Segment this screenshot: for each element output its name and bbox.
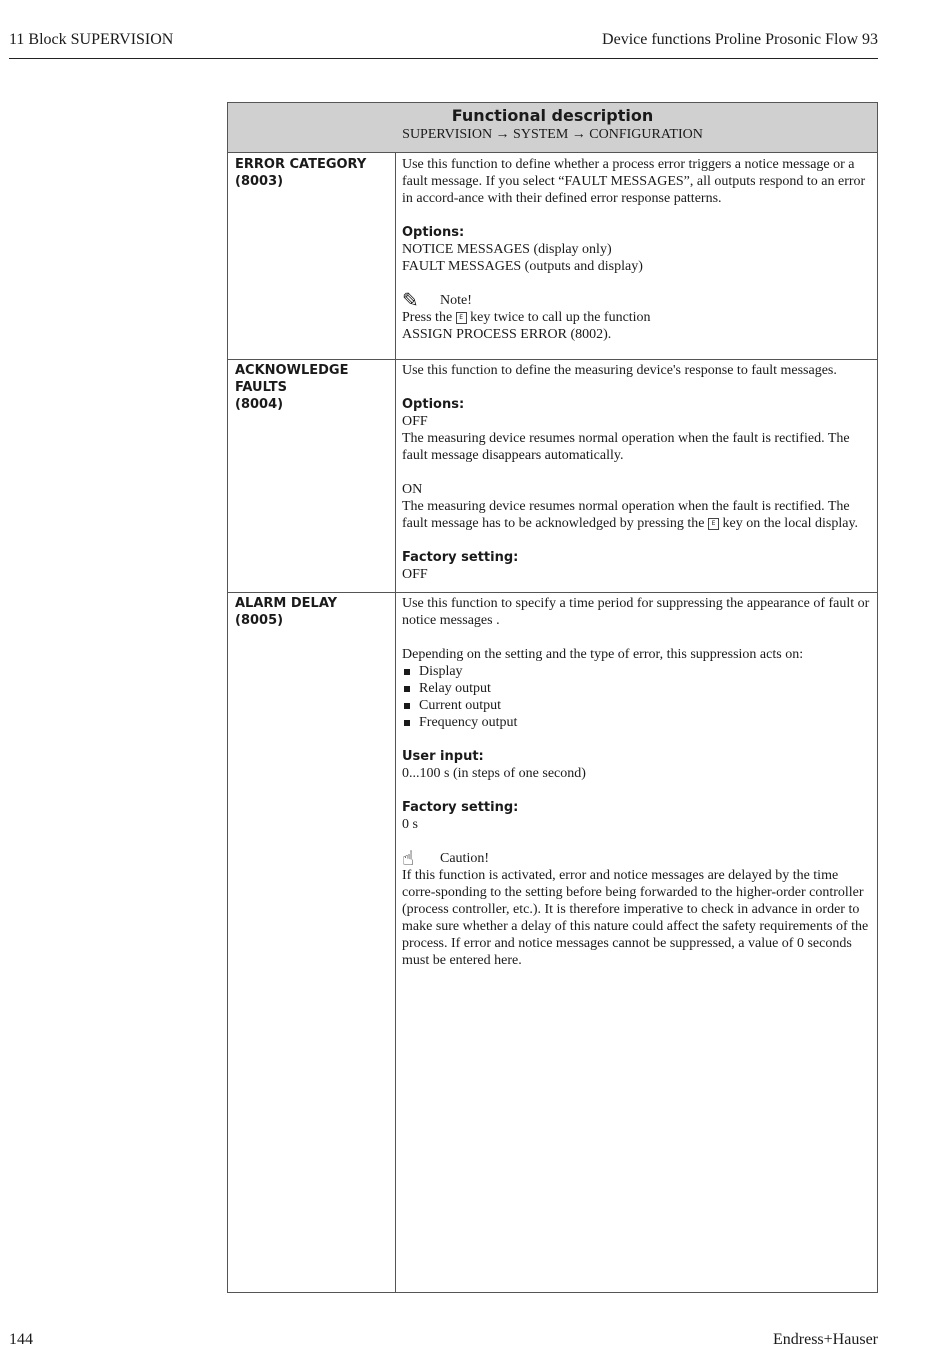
option-on-title: ON <box>402 482 423 497</box>
caution-heading <box>402 846 872 870</box>
label-line: (8005) <box>235 613 284 628</box>
brand-name: Endress+Hauser <box>773 1331 878 1348</box>
factory-setting-block <box>402 549 872 583</box>
option-on-block <box>402 481 872 532</box>
option-off-text: The measuring device resumes normal operation when the fault is rectified. The fault message disappears automatically. <box>402 431 850 463</box>
function-desc-error-category <box>402 156 872 343</box>
options-label: Options: <box>402 225 465 240</box>
note-heading <box>402 288 872 312</box>
note-text-pre: Press the <box>402 310 453 325</box>
function-label-alarm-delay <box>235 595 390 629</box>
desc-intro: Use this function to define whether a process error triggers a notice message or a fault message. If you select “FAULT MESSAGES”, all outputs respond to an error in accord-ance with their defined error response patterns. <box>402 157 866 206</box>
factory-setting-label: Factory setting: <box>402 550 519 565</box>
user-input-block <box>402 748 872 782</box>
function-label-acknowledge-faults <box>235 362 390 413</box>
list-item <box>402 714 872 731</box>
pointing-hand-caution-icon: ☝ <box>402 846 415 870</box>
note-text-line2: ASSIGN PROCESS ERROR (8002). <box>402 327 612 342</box>
note-text <box>402 309 872 326</box>
e-key-icon: E <box>708 518 719 530</box>
list-item <box>402 663 872 680</box>
option-item: FAULT MESSAGES (outputs and display) <box>402 259 643 274</box>
desc-intro: Use this function to specify a time period for suppressing the appearance of fault or notice messages . <box>402 596 870 628</box>
list-item-text: Relay output <box>419 681 491 696</box>
factory-setting-block <box>402 799 872 833</box>
factory-setting-value: OFF <box>402 567 428 582</box>
bullet-square-icon <box>404 686 410 692</box>
label-line: ERROR CATEGORY <box>235 157 367 172</box>
caution-title: Caution! <box>440 851 489 866</box>
option-on-text-post: key on the local display. <box>722 516 859 531</box>
page-header-document-title: Device functions Proline Prosonic Flow 93 <box>602 31 878 48</box>
caution-block <box>402 846 872 969</box>
depending-text: Depending on the setting and the type of error, this suppression acts on: <box>402 647 804 662</box>
note-title: Note! <box>440 293 472 308</box>
options-block <box>402 224 872 275</box>
suppression-list <box>402 663 872 731</box>
options-block <box>402 396 872 464</box>
list-item-text: Frequency output <box>419 715 518 730</box>
function-table <box>227 102 878 1293</box>
option-item: NOTICE MESSAGES (display only) <box>402 242 612 257</box>
options-label: Options: <box>402 397 465 412</box>
factory-setting-label: Factory setting: <box>402 800 519 815</box>
label-line: ALARM DELAY <box>235 596 338 611</box>
user-input-value: 0...100 s (in steps of one second) <box>402 766 586 781</box>
list-item <box>402 697 872 714</box>
column-divider <box>395 153 396 1292</box>
option-off-title: OFF <box>402 414 428 429</box>
header-rule <box>9 58 878 59</box>
option-on-text <box>402 498 872 532</box>
desc-intro: Use this function to define the measuring device's response to fault messages. <box>402 363 837 378</box>
note-text-post: key twice to call up the function <box>470 310 651 325</box>
page-number: 144 <box>9 1331 33 1348</box>
function-desc-acknowledge-faults <box>402 362 872 600</box>
e-key-icon: E <box>456 312 467 324</box>
table-menu-path: SUPERVISION → SYSTEM → CONFIGURATION <box>402 127 703 142</box>
label-line: FAULTS <box>235 380 287 395</box>
suppression-block <box>402 646 872 731</box>
function-label-error-category <box>235 156 390 190</box>
note-block <box>402 288 872 343</box>
function-desc-alarm-delay <box>402 595 872 969</box>
list-item <box>402 680 872 697</box>
table-header <box>228 103 877 153</box>
bullet-square-icon <box>404 669 410 675</box>
pencil-note-icon: ✎ <box>402 288 419 312</box>
table-title: Functional description <box>451 106 654 125</box>
caution-text: If this function is activated, error and notice messages are delayed by the time corre-sponding to the setting before being forwarded to the higher-order controller (process controller, etc.). It is therefore imperative to check in advance in order to make sure whether a delay of this nature could affect the safety requirements of the process. If error and notice messages cannot be suppressed, a value of 0 seconds must be entered here. <box>402 868 869 968</box>
label-line: (8003) <box>235 174 284 189</box>
label-line: (8004) <box>235 397 284 412</box>
list-item-text: Display <box>419 664 463 679</box>
label-line: ACKNOWLEDGE <box>235 363 349 378</box>
user-input-label: User input: <box>402 749 484 764</box>
list-item-text: Current output <box>419 698 502 713</box>
option-on-text-pre: The measuring device resumes normal operation when the fault is rectified. The fault message has to be acknowledged by pressing the <box>402 499 850 531</box>
page-header-section: 11 Block SUPERVISION <box>9 31 174 48</box>
factory-setting-value: 0 s <box>402 817 418 832</box>
bullet-square-icon <box>404 720 410 726</box>
bullet-square-icon <box>404 703 410 709</box>
row-divider <box>228 359 877 360</box>
